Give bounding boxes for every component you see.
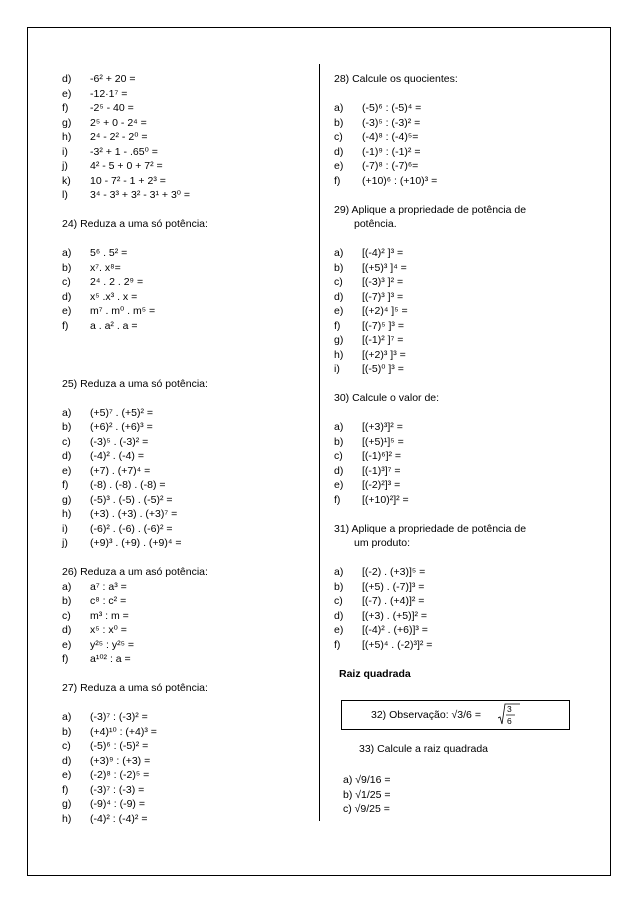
list-item: a) a⁷ : a³ = bbox=[62, 580, 127, 593]
list-item: g) [(-1)² ]⁷ = bbox=[334, 334, 404, 346]
list-item: a) [(+3)³]² = bbox=[334, 421, 403, 433]
list-item: a) (-5)⁶ : (-5)⁴ = bbox=[334, 102, 422, 114]
observation-box bbox=[341, 700, 570, 730]
list-item: d) -6² + 20 = bbox=[62, 73, 136, 85]
question-29-title: 29) Aplique a propriedade de potência de potência. bbox=[334, 203, 527, 230]
exercise-continued-list bbox=[62, 72, 312, 203]
column-divider bbox=[319, 64, 320, 821]
list-item: d) x⁵ : x⁰ = bbox=[62, 624, 127, 636]
list-item: b) [(+5) . (-7)]³ = bbox=[334, 580, 425, 593]
list-item: j) (+9)³ . (+9) . (+9)⁴ = bbox=[62, 537, 182, 549]
list-item: f) [(-7)⁵ ]³ = bbox=[334, 319, 404, 332]
list-item: c) m³ : m = bbox=[62, 609, 129, 622]
list-item: d) [(-7)³ ]³ = bbox=[334, 290, 404, 303]
sqrt-fraction bbox=[498, 703, 520, 727]
list-item: g) (-9)⁴ : (-9) = bbox=[62, 798, 145, 810]
list-item: a) √9/16 = bbox=[343, 774, 391, 786]
question-33-list bbox=[343, 773, 391, 817]
list-item: h) 2⁴ - 2² - 2⁰ = bbox=[62, 131, 148, 143]
list-item: i) [(-5)⁰ ]³ = bbox=[334, 363, 404, 375]
left-column bbox=[62, 72, 312, 826]
list-item: e) [(-4)² . (+6)]³ = bbox=[334, 624, 428, 636]
list-item: b) [(+5)¹]⁵ = bbox=[334, 435, 404, 448]
list-item: b) c⁸ : c² = bbox=[62, 595, 127, 607]
list-item: d) x⁵ .x³ . x = bbox=[62, 290, 138, 303]
question-31-title: 31) Aplique a propriedade de potência de um produto: bbox=[334, 522, 527, 549]
list-item: c) [(-7) . (+4)]² = bbox=[334, 595, 425, 607]
list-item: e) (-2)⁸ : (-2)⁵ = bbox=[62, 769, 150, 781]
list-item: k) 10 - 7² - 1 + 2³ = bbox=[62, 174, 166, 187]
list-item: g) (-5)³ . (-5) . (-5)² = bbox=[62, 493, 173, 506]
list-item: f) -2⁵ - 40 = bbox=[62, 102, 134, 114]
list-item: d) [(-1)³]⁷ = bbox=[334, 464, 401, 477]
list-item: d) (+3)⁹ : (+3) = bbox=[62, 754, 151, 767]
right-column bbox=[334, 72, 579, 681]
list-item: b) √1/25 = bbox=[343, 788, 391, 801]
question-32-text: 32) Observação: √3/6 = bbox=[371, 709, 481, 721]
list-item: c) (-5)⁶ : (-5)² = bbox=[62, 740, 149, 752]
list-item: c) √9/25 = bbox=[343, 803, 390, 815]
list-item: e) m⁷ . m⁰ . m⁵ = bbox=[62, 305, 156, 317]
list-item: d) [(+3) . (+5)]² = bbox=[334, 609, 428, 622]
list-item: e) (+7) . (+7)⁴ = bbox=[62, 464, 151, 477]
list-item: h) (-4)² : (-4)² = bbox=[62, 812, 148, 825]
list-item: a) (-3)⁷ : (-3)² = bbox=[62, 711, 148, 723]
list-item: b) x⁷. x⁸= bbox=[62, 261, 121, 274]
question-25-title: 25) Reduza a uma só potência: bbox=[62, 377, 208, 390]
list-item: e) y²⁵ : y²⁵ = bbox=[62, 638, 134, 651]
question-30-title: 30) Calcule o valor de: bbox=[334, 392, 440, 404]
list-item: f) (+10)⁶ : (+10)³ = bbox=[334, 174, 438, 187]
list-item: f) [(+5)⁴ . (-2)³]² = bbox=[334, 638, 433, 651]
fraction-denominator: 6 bbox=[507, 716, 512, 726]
fraction-numerator: 3 bbox=[507, 704, 512, 714]
list-item: c) 2⁴ . 2 . 2⁹ = bbox=[62, 276, 144, 288]
question-24-title: 24) Reduza a uma só potência: bbox=[62, 218, 208, 230]
list-item: f) a . a² . a = bbox=[62, 319, 138, 332]
list-item: i) -3² + 1 - .65⁰ = bbox=[62, 145, 158, 158]
question-28-title: 28) Calcule os quocientes: bbox=[334, 73, 458, 85]
question-26-title: 26) Reduza a um asó potência: bbox=[62, 566, 208, 578]
list-item: e) [(-2)²]³ = bbox=[334, 479, 401, 491]
list-item: d) (-4)² . (-4) = bbox=[62, 450, 144, 462]
list-item: g) 2⁵ + 0 - 2⁴ = bbox=[62, 116, 147, 129]
list-item: d) (-1)⁹ : (-1)² = bbox=[334, 145, 421, 158]
question-33-title: 33) Calcule a raiz quadrada bbox=[359, 743, 488, 755]
list-item: b) (+6)² . (+6)³ = bbox=[62, 421, 153, 433]
list-item: e) -12·1⁷ = bbox=[62, 87, 128, 100]
list-item: f) (-8) . (-8) . (-8) = bbox=[62, 479, 166, 491]
list-item: f) a¹⁰² : a = bbox=[62, 653, 131, 665]
list-item: f) (-3)⁷ : (-3) = bbox=[62, 783, 145, 796]
list-item: c) [(-1)⁶]² = bbox=[334, 450, 402, 462]
list-item: h) (+3) . (+3) . (+3)⁷ = bbox=[62, 508, 178, 520]
section-heading: Raiz quadrada bbox=[339, 667, 411, 680]
list-item: b) (+4)¹⁰ : (+4)³ = bbox=[62, 725, 157, 738]
list-item: c) [(-3)³ ]² = bbox=[334, 276, 404, 288]
list-item: a) [(-2) . (+3)]⁵ = bbox=[334, 566, 426, 578]
list-item: a) 5⁶ . 5² = bbox=[62, 247, 128, 259]
list-item: b) [(+5)³ ]⁴ = bbox=[334, 261, 407, 274]
list-item: e) (-7)⁸ : (-7)⁶= bbox=[334, 160, 419, 172]
list-item: e) [(+2)⁴ ]⁵ = bbox=[334, 305, 408, 317]
question-27-title: 27) Reduza a uma só potência: bbox=[62, 682, 208, 694]
list-item: l) 3⁴ - 3³ + 3² - 3¹ + 3⁰ = bbox=[62, 189, 191, 201]
list-item: j) 4² - 5 + 0 + 7² = bbox=[62, 160, 163, 172]
list-item: h) [(+2)³ ]³ = bbox=[334, 348, 406, 361]
list-item: c) (-4)⁸ : (-4)⁵= bbox=[334, 131, 419, 143]
list-item: a) (+5)⁷ . (+5)² = bbox=[62, 406, 154, 419]
list-item: c) (-3)⁵ . (-3)² = bbox=[62, 435, 149, 448]
list-item: b) (-3)⁵ : (-3)² = bbox=[334, 116, 421, 129]
list-item: f) [(+10)²]² = bbox=[334, 493, 409, 506]
list-item: a) [(-4)² ]³ = bbox=[334, 247, 404, 259]
list-item: i) (-6)² . (-6) . (-6)² = bbox=[62, 522, 173, 535]
